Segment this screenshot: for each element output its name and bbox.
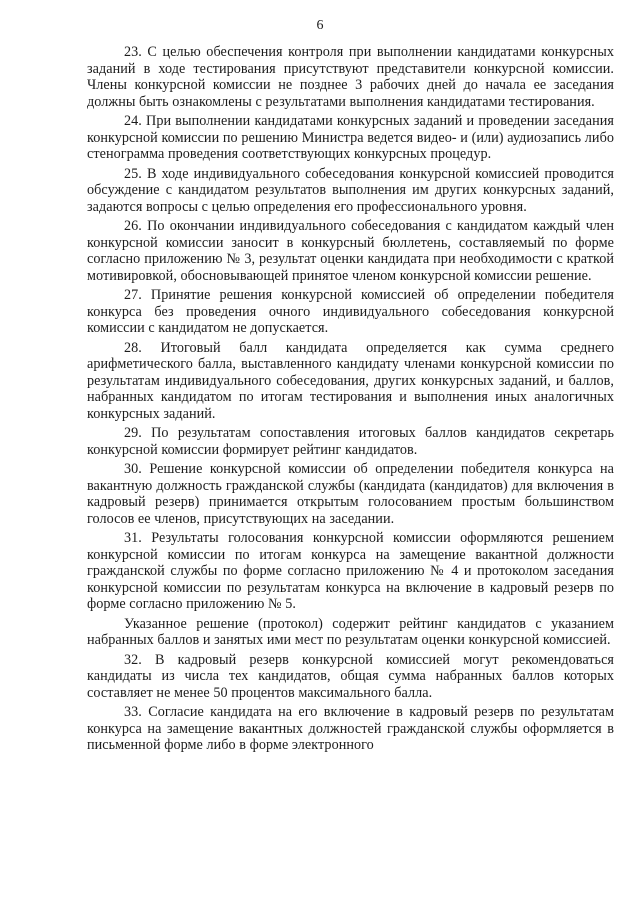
paragraph-33: 33. Согласие кандидата на его включение в кадровый резерв по результатам конкурса на замещение вакантных должностей гражданской службы оформляется в письменной форме либо в форме электронного bbox=[87, 704, 614, 753]
paragraph-26: 26. По окончании индивидуального собеседования с кандидатом каждый член конкурсной комиссии заносит в конкурсный бюллетень, составляемый по форме согласно приложению № 3, результат оценки кандидата при необходимости с краткой мотивировкой, обосновывающей принятое членом конкурсной комиссии решение. bbox=[87, 218, 614, 284]
document-body bbox=[87, 44, 614, 757]
paragraph-27: 27. Принятие решения конкурсной комиссией об определении победителя конкурса без проведения очного индивидуального собеседования конкурсной комиссии с кандидатом не допускается. bbox=[87, 287, 614, 336]
paragraph-28: 28. Итоговый балл кандидата определяется как сумма среднего арифметического балла, выставленного кандидату членами конкурсной комиссии по результатам индивидуального собеседования, других конкурсных заданий, и баллов, набранных кандидатом по итогам тестирования и выполнения иных аналогичных конкурсных заданий. bbox=[87, 339, 614, 422]
paragraph-30: 30. Решение конкурсной комиссии об определении победителя конкурса на вакантную должность гражданской службы (кандидата (кандидатов) для включения в кадровый резерв) принимается открытым голосованием простым большинством голосов ее членов, присутствующих на заседании. bbox=[87, 461, 614, 527]
paragraph-31: 31. Результаты голосования конкурсной комиссии оформляются решением конкурсной комиссии по итогам конкурса на замещение вакантной должности гражданской службы по форме согласно приложению № 4 и протоколом заседания конкурсной комиссии по результатам конкурса на включение в кадровый резерв по форме согласно приложению № 5. bbox=[87, 530, 614, 612]
paragraph-25: 25. В ходе индивидуального собеседования конкурсной комиссией проводится обсуждение с кандидатом результатов выполнения им других конкурсных заданий, задаются вопросы с целью определения его профессионального уровня. bbox=[87, 165, 614, 215]
paragraph-31-note: Указанное решение (протокол) содержит рейтинг кандидатов с указанием набранных баллов и занятых ими мест по результатам оценки конкурсной комиссией. bbox=[87, 615, 614, 648]
page-number: 6 bbox=[316, 18, 324, 33]
paragraph-23: 23. С целью обеспечения контроля при выполнении кандидатами конкурсных заданий в ходе тестирования присутствуют представители конкурсной комиссии. Члены конкурсной комиссии не позднее 3 рабочих дней до начала ее заседания должны быть ознакомлены с результатами выполнения кандидатами тестирования. bbox=[87, 44, 614, 110]
paragraph-24: 24. При выполнении кандидатами конкурсных заданий и проведении заседания конкурсной комиссии по решению Министра ведется видео- и (или) аудиозапись либо стенограмма проведения соответствующих конкурсных процедур. bbox=[87, 113, 614, 162]
paragraph-29: 29. По результатам сопоставления итоговых баллов кандидатов секретарь конкурсной комиссии формирует рейтинг кандидатов. bbox=[87, 425, 614, 458]
paragraph-32: 32. В кадровый резерв конкурсной комиссией могут рекомендоваться кандидаты из числа тех кандидатов, общая сумма набранных баллов которых составляет не менее 50 процентов максимального балла. bbox=[87, 651, 614, 701]
